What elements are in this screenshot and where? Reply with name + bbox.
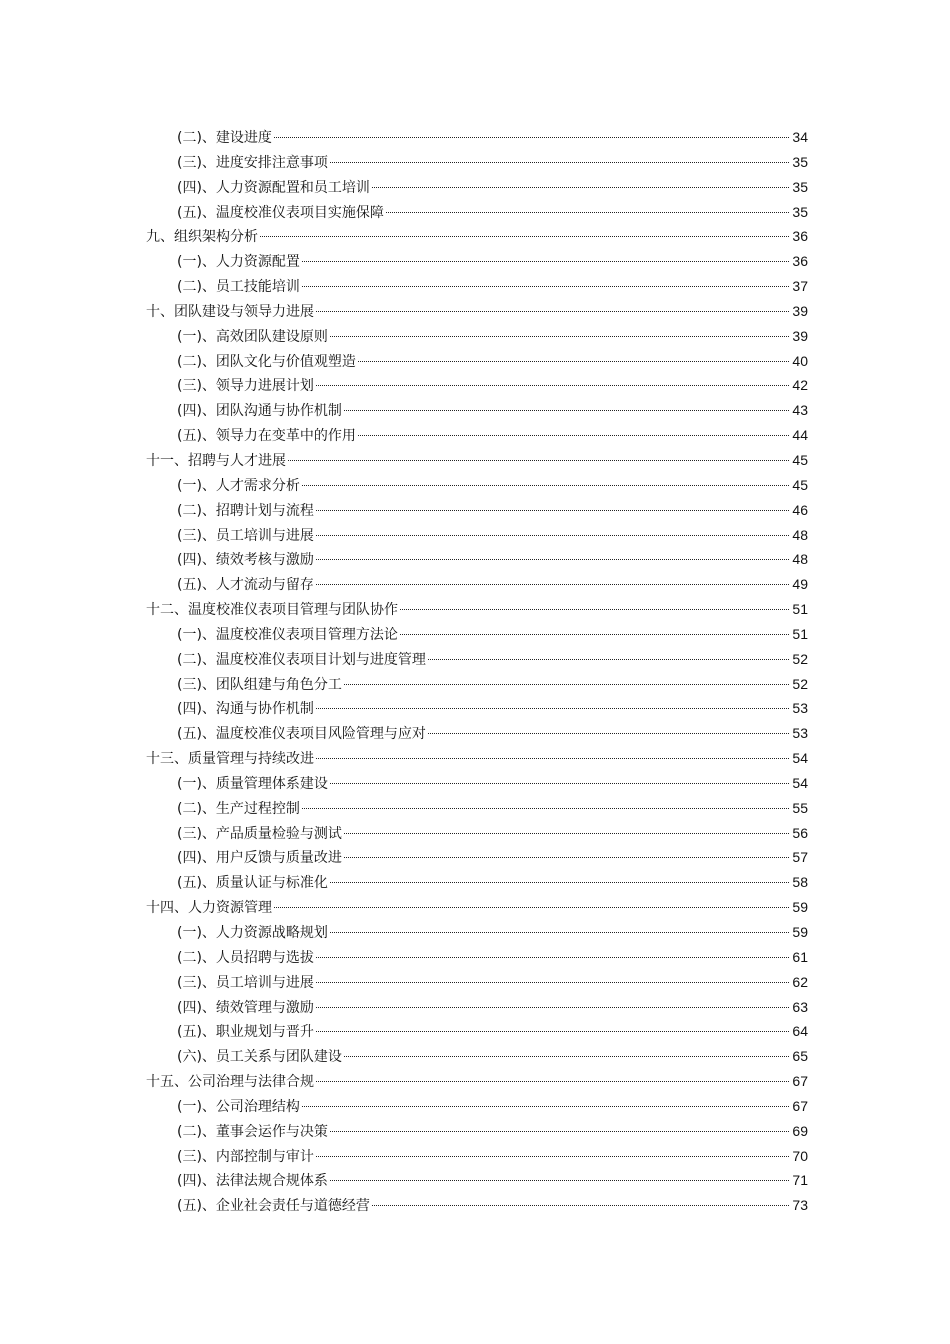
- toc-dot-leader: [330, 162, 789, 163]
- toc-page-number: 45: [792, 451, 808, 468]
- toc-page-number: 39: [792, 327, 808, 344]
- toc-entry-title: (五)、职业规划与晋升: [177, 1024, 314, 1041]
- toc-dot-leader: [316, 708, 789, 709]
- toc-dot-leader: [330, 882, 789, 883]
- toc-entry-title: 十一、招聘与人才进展: [146, 452, 286, 469]
- toc-section-entry[interactable]: [146, 1193, 808, 1218]
- toc-page-number: 58: [792, 874, 808, 891]
- toc-page-number: 67: [792, 1073, 808, 1090]
- toc-dot-leader: [344, 833, 789, 834]
- toc-chapter-entry[interactable]: [146, 299, 808, 324]
- toc-dot-leader: [330, 336, 789, 337]
- toc-section-entry[interactable]: [146, 249, 808, 274]
- toc-entry-title: (三)、产品质量检验与测试: [177, 825, 342, 842]
- toc-chapter-entry[interactable]: [146, 895, 808, 920]
- toc-section-entry[interactable]: [146, 945, 808, 970]
- toc-page-number: 34: [792, 129, 808, 145]
- table-of-contents: [146, 125, 808, 1218]
- toc-section-entry[interactable]: [146, 498, 808, 523]
- toc-dot-leader: [316, 758, 789, 759]
- toc-dot-leader: [316, 1031, 789, 1032]
- toc-section-entry[interactable]: [146, 920, 808, 945]
- toc-dot-leader: [400, 609, 789, 610]
- toc-dot-leader: [302, 261, 789, 262]
- toc-section-entry[interactable]: [146, 995, 808, 1020]
- toc-dot-leader: [428, 659, 789, 660]
- toc-page-number: 45: [792, 476, 808, 493]
- toc-dot-leader: [316, 385, 789, 386]
- toc-dot-leader: [330, 932, 789, 933]
- toc-page-number: 35: [792, 203, 808, 220]
- toc-section-entry[interactable]: [146, 647, 808, 672]
- toc-page-number: 35: [792, 178, 808, 195]
- toc-section-entry[interactable]: [146, 423, 808, 448]
- toc-page-number: 57: [792, 849, 808, 866]
- toc-dot-leader: [302, 286, 789, 287]
- toc-dot-leader: [288, 460, 789, 461]
- toc-dot-leader: [344, 1056, 789, 1057]
- toc-page-number: 59: [792, 924, 808, 940]
- toc-page-number: 56: [792, 824, 808, 841]
- toc-dot-leader: [260, 236, 789, 237]
- toc-section-entry[interactable]: [146, 622, 808, 647]
- toc-dot-leader: [316, 982, 789, 983]
- toc-page-number: 52: [792, 650, 808, 667]
- toc-section-entry[interactable]: [146, 721, 808, 746]
- toc-page-number: 51: [792, 601, 808, 618]
- toc-dot-leader: [358, 361, 789, 362]
- toc-entry-title: 十、团队建设与领导力进展: [146, 303, 314, 320]
- toc-entry-title: (一)、温度校准仪表项目管理方法论: [177, 626, 398, 643]
- toc-page-number: 43: [792, 402, 808, 419]
- toc-entry-title: 十三、质量管理与持续改进: [146, 751, 314, 768]
- toc-section-entry[interactable]: [146, 373, 808, 398]
- toc-dot-leader: [274, 907, 789, 908]
- toc-entry-title: (四)、用户反馈与质量改进: [177, 850, 342, 867]
- toc-entry-title: (五)、领导力在变革中的作用: [177, 428, 356, 445]
- toc-dot-leader: [316, 510, 789, 511]
- toc-entry-title: (四)、团队沟通与协作机制: [177, 403, 342, 420]
- toc-section-entry[interactable]: [146, 572, 808, 597]
- toc-page-number: 59: [792, 899, 808, 916]
- toc-entry-title: (一)、人力资源战略规划: [177, 925, 328, 941]
- toc-dot-leader: [316, 311, 789, 312]
- toc-page-number: 64: [792, 1023, 808, 1040]
- toc-section-entry[interactable]: [146, 125, 808, 150]
- toc-page-number: 54: [792, 774, 808, 791]
- toc-entry-title: (二)、生产过程控制: [177, 800, 300, 817]
- toc-entry-title: (二)、招聘计划与流程: [177, 502, 314, 519]
- toc-entry-title: (三)、员工培训与进展: [177, 527, 314, 544]
- toc-entry-title: (三)、进度安排注意事项: [177, 154, 328, 171]
- toc-dot-leader: [372, 187, 789, 188]
- toc-entry-title: (一)、人力资源配置: [177, 254, 300, 271]
- toc-dot-leader: [344, 410, 789, 411]
- toc-dot-leader: [316, 535, 789, 536]
- toc-entry-title: (六)、员工关系与团队建设: [177, 1049, 342, 1066]
- toc-entry-title: (二)、员工技能培训: [177, 279, 300, 296]
- toc-section-entry[interactable]: [146, 200, 808, 225]
- toc-section-entry[interactable]: [146, 845, 808, 870]
- toc-entry-title: 十五、公司治理与法律合规: [146, 1074, 314, 1091]
- toc-entry-title: (二)、人员招聘与选拔: [177, 949, 314, 966]
- toc-dot-leader: [372, 1205, 789, 1206]
- toc-dot-leader: [400, 634, 789, 635]
- toc-dot-leader: [302, 808, 789, 809]
- toc-section-entry[interactable]: [146, 672, 808, 697]
- toc-section-entry[interactable]: [146, 1019, 808, 1044]
- toc-section-entry[interactable]: [146, 523, 808, 548]
- toc-page-number: 35: [792, 153, 808, 170]
- toc-page-number: 46: [792, 501, 808, 518]
- toc-page-number: 67: [792, 1097, 808, 1114]
- toc-dot-leader: [302, 485, 789, 486]
- toc-section-entry[interactable]: [146, 970, 808, 995]
- toc-page-number: 48: [792, 551, 808, 568]
- toc-page-number: 49: [792, 576, 808, 593]
- toc-page-number: 37: [792, 278, 808, 295]
- toc-dot-leader: [358, 435, 789, 436]
- toc-entry-title: (四)、沟通与协作机制: [177, 701, 314, 718]
- toc-section-entry[interactable]: [146, 1094, 808, 1119]
- toc-entry-title: (三)、团队组建与角色分工: [177, 676, 342, 693]
- toc-chapter-entry[interactable]: [146, 746, 808, 771]
- toc-page-number: 54: [792, 750, 808, 767]
- toc-section-entry[interactable]: [146, 473, 808, 498]
- toc-entry-title: (二)、团队文化与价值观塑造: [177, 353, 356, 370]
- toc-page-number: 55: [792, 799, 808, 816]
- toc-section-entry[interactable]: [146, 696, 808, 721]
- toc-dot-leader: [316, 559, 789, 560]
- toc-section-entry[interactable]: [146, 398, 808, 423]
- toc-page-number: 48: [792, 526, 808, 543]
- toc-page-number: 62: [792, 973, 808, 990]
- toc-page-number: 71: [792, 1172, 808, 1189]
- toc-entry-title: (五)、温度校准仪表项目风险管理与应对: [177, 726, 426, 743]
- toc-entry-title: (四)、人力资源配置和员工培训: [177, 179, 370, 196]
- toc-entry-title: (五)、人才流动与留存: [177, 577, 314, 594]
- toc-entry-title: (一)、高效团队建设原则: [177, 328, 328, 345]
- toc-entry-title: (四)、绩效管理与激励: [177, 999, 314, 1016]
- toc-entry-title: (三)、领导力进展计划: [177, 378, 314, 395]
- toc-entry-title: (五)、企业社会责任与道德经营: [177, 1198, 370, 1215]
- toc-section-entry[interactable]: [146, 870, 808, 895]
- toc-page-number: 44: [792, 427, 808, 444]
- toc-page-number: 61: [792, 948, 808, 965]
- toc-section-entry[interactable]: [146, 547, 808, 572]
- toc-section-entry[interactable]: [146, 1168, 808, 1193]
- toc-dot-leader: [344, 684, 789, 685]
- toc-dot-leader: [302, 1106, 789, 1107]
- toc-entry-title: (二)、董事会运作与决策: [177, 1123, 328, 1140]
- toc-section-entry[interactable]: [146, 175, 808, 200]
- toc-section-entry[interactable]: [146, 1119, 808, 1144]
- toc-page-number: 65: [792, 1048, 808, 1065]
- toc-page-number: 39: [792, 302, 808, 319]
- toc-page-number: 63: [792, 998, 808, 1015]
- toc-chapter-entry[interactable]: [146, 597, 808, 622]
- toc-entry-title: (三)、员工培训与进展: [177, 974, 314, 991]
- toc-section-entry[interactable]: [146, 349, 808, 374]
- toc-section-entry[interactable]: [146, 771, 808, 796]
- toc-entry-title: (三)、内部控制与审计: [177, 1148, 314, 1165]
- toc-page-number: 73: [792, 1197, 808, 1214]
- toc-entry-title: 十二、温度校准仪表项目管理与团队协作: [146, 602, 398, 619]
- toc-dot-leader: [330, 783, 789, 784]
- toc-entry-title: 九、组织架构分析: [146, 229, 258, 246]
- toc-dot-leader: [316, 584, 789, 585]
- toc-dot-leader: [330, 1180, 789, 1181]
- toc-entry-title: (一)、质量管理体系建设: [177, 775, 328, 792]
- toc-entry-title: (一)、公司治理结构: [177, 1098, 300, 1115]
- toc-page-number: 53: [792, 725, 808, 742]
- toc-section-entry[interactable]: [146, 1144, 808, 1169]
- toc-section-entry[interactable]: [146, 821, 808, 846]
- toc-entry-title: (二)、温度校准仪表项目计划与进度管理: [177, 651, 426, 668]
- toc-section-entry[interactable]: [146, 796, 808, 821]
- toc-dot-leader: [316, 1156, 789, 1157]
- toc-entry-title: 十四、人力资源管理: [146, 900, 272, 917]
- toc-entry-title: (四)、法律法规合规体系: [177, 1173, 328, 1190]
- toc-chapter-entry[interactable]: [146, 1069, 808, 1094]
- toc-dot-leader: [428, 733, 789, 734]
- toc-dot-leader: [274, 137, 789, 138]
- toc-entry-title: (五)、温度校准仪表项目实施保障: [177, 204, 384, 221]
- toc-dot-leader: [316, 1007, 789, 1008]
- toc-page-number: 36: [792, 228, 808, 245]
- toc-chapter-entry[interactable]: [146, 224, 808, 249]
- toc-section-entry[interactable]: [146, 150, 808, 175]
- toc-page-number: 42: [792, 377, 808, 394]
- toc-dot-leader: [344, 857, 789, 858]
- toc-entry-title: (五)、质量认证与标准化: [177, 875, 328, 892]
- toc-section-entry[interactable]: [146, 274, 808, 299]
- toc-page-number: 36: [792, 253, 808, 270]
- toc-section-entry[interactable]: [146, 1044, 808, 1069]
- toc-entry-title: (四)、绩效考核与激励: [177, 552, 314, 569]
- toc-entry-title: (一)、人才需求分析: [177, 477, 300, 494]
- toc-page-number: 69: [792, 1122, 808, 1139]
- toc-page-number: 53: [792, 700, 808, 717]
- toc-dot-leader: [330, 1131, 789, 1132]
- toc-page-number: 52: [792, 675, 808, 692]
- toc-dot-leader: [386, 212, 789, 213]
- toc-dot-leader: [316, 957, 789, 958]
- toc-dot-leader: [316, 1081, 789, 1082]
- toc-entry-title: (二)、建设进度: [177, 130, 272, 146]
- toc-section-entry[interactable]: [146, 324, 808, 349]
- toc-chapter-entry[interactable]: [146, 448, 808, 473]
- toc-page-number: 40: [792, 352, 808, 369]
- toc-page-number: 70: [792, 1147, 808, 1164]
- toc-page-number: 51: [792, 625, 808, 642]
